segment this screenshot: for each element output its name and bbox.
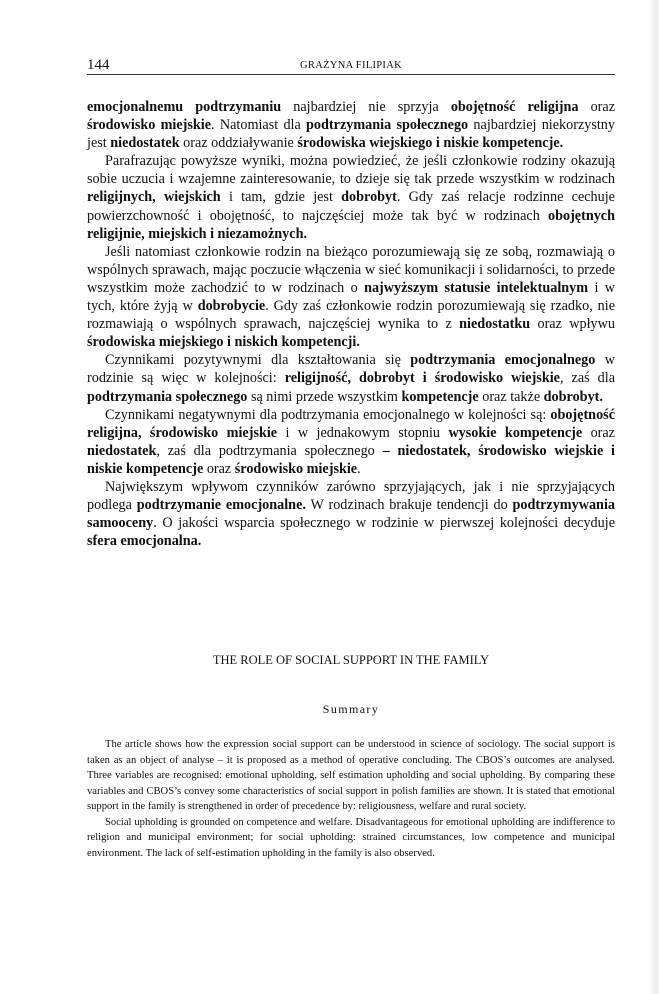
- bold-phrase: podtrzymania społecznego: [87, 388, 248, 405]
- text-run: oraz oddziaływanie: [179, 135, 298, 152]
- text-run: , zaś dla podtrzymania społecznego: [156, 442, 383, 459]
- text-run: , zaś dla: [559, 370, 615, 387]
- bold-phrase: obojętność religijna: [450, 99, 579, 115]
- body-paragraph: [87, 243, 615, 352]
- text-run: w rodzinie są więc w kolejności:: [87, 352, 615, 387]
- bold-phrase: dobrobyt.: [543, 388, 603, 405]
- body-paragraph: [87, 98, 615, 152]
- bold-phrase: środowisko miejskie: [87, 117, 212, 134]
- text-run: . Gdy zaś relacje rodzinne cechuje powierzchowność i obojętność, to najczęściej może tak być w rodzinach: [87, 189, 615, 224]
- body-paragraph: [87, 478, 615, 550]
- bold-phrase: dobrobyt: [341, 189, 397, 206]
- text-run: . Gdy zaś członkowie rodzin porozumiewają się rzadko, nie rozmawiają o wspólnych sprawach, najczęściej wynika to z: [87, 298, 616, 333]
- text-run: oraz wpływu: [530, 316, 615, 333]
- bold-phrase: niedostatku: [459, 316, 531, 333]
- bold-phrase: religijnych, wiejskich: [87, 189, 221, 206]
- text-run: . O jakości wsparcia społecznego w rodzinie w pierwszej kolejności decyduje: [153, 515, 615, 532]
- bold-phrase: środowiska wiejskiego i niskie kompetencje.: [297, 135, 564, 152]
- summary-title: THE ROLE OF SOCIAL SUPPORT IN THE FAMILY: [212, 653, 490, 667]
- text-run: Czynnikami negatywnymi dla podtrzymania emocjonalnego w kolejności są:: [105, 406, 551, 423]
- text-run: Największym wpływom czynników zarówno sprzyjających, jak i nie sprzyjających podlega: [87, 478, 615, 514]
- bold-phrase: obojętność religijna, środowisko miejskie: [87, 406, 615, 441]
- bold-phrase: podtrzymanie emocjonalne.: [136, 497, 306, 514]
- bold-phrase: środowiska miejskiego i niskich kompetencji.: [87, 334, 360, 351]
- text-run: Jeśli natomiast członkowie rodzin na bieżąco porozumiewają się ze sobą, rozmawiają o wspólnych sprawach, mając poczucie włączenia w sieć komunikacji i solidarności, to przede wszystkim może zachodzić to w rodzinach o: [87, 243, 615, 296]
- bold-phrase: środowisko miejskie: [234, 460, 358, 477]
- text-run: .: [357, 460, 361, 477]
- bold-phrase: niedostatek: [87, 442, 157, 459]
- text-run: najbardziej nie sprzyja: [281, 99, 451, 115]
- bold-phrase: kompetencje: [401, 388, 479, 405]
- body-text: [87, 98, 615, 550]
- bold-phrase: niedostatek: [110, 135, 180, 152]
- text-run: oraz: [582, 424, 615, 441]
- bold-phrase: dobrobycie: [197, 298, 266, 315]
- bold-phrase: podtrzymania emocjonalnego: [410, 352, 596, 369]
- bold-phrase: podtrzymania społecznego: [306, 117, 469, 134]
- text-run: są nimi przede wszystkim: [247, 388, 402, 405]
- text-run: W rodzinach brakuje tendencji do: [305, 497, 513, 514]
- text-run: i w jednakowym stopniu: [277, 424, 449, 441]
- text-run: i tam, gdzie jest: [220, 189, 342, 206]
- text-run: i w tych, które żyją w: [87, 279, 616, 315]
- running-head-author: GRAŻYNA FILIPIAK: [300, 60, 402, 71]
- text-run: Parafrazując powyższe wyniki, można powiedzieć, że jeśli członkowie rodziny okazują sobie uczucia i wzajemne zainteresowanie, to dzieje się tak przede wszystkim w rodzinach: [87, 153, 615, 188]
- page-number: 144: [87, 57, 110, 73]
- bold-phrase: religijność, dobrobyt i środowisko wiejskie: [284, 370, 560, 387]
- text-run: oraz: [203, 460, 235, 477]
- body-paragraph: [87, 351, 615, 405]
- text-run: Czynnikami pozytywnymi dla kształtowania się: [105, 352, 411, 369]
- text-run: . Natomiast dla: [211, 117, 307, 134]
- summary-paragraph: The article shows how the expression social support can be understood in science of sociology. The social support is taken as an object of analyse – it is proposed as a method of operative concluding. The CBOS’s outcomes are analysed. Three variables are recognised: emotional upholding, self estimation upholding and social upholding. By comparing these variables and CBOS’s convey some characteristics of social support in polish families are shown. It is stated that emotional support in the family is strengthened in order of precedence by: religiousness, welfare and rural society.: [87, 739, 615, 812]
- bold-phrase: sfera emocjonalna.: [87, 533, 202, 550]
- page-edge-shadow: [649, 0, 659, 994]
- bold-phrase: – niedostatek, środowisko wiejskie i niskie kompetencje: [87, 442, 616, 477]
- summary-label: Summary: [322, 702, 380, 716]
- text-run: najbardziej niekorzystny jest: [87, 117, 615, 152]
- bold-phrase: wysokie kompetencje: [448, 424, 583, 441]
- bold-phrase: obojętnych religijnie, miejskich i niezamożnych.: [87, 207, 615, 242]
- bold-phrase: podtrzymywania samooceny: [87, 497, 615, 532]
- summary-text: [87, 737, 615, 861]
- body-paragraph: [87, 152, 615, 242]
- bold-phrase: emocjonalnemu podtrzymaniu: [87, 99, 282, 115]
- text-run: oraz: [578, 99, 615, 115]
- page-header: [87, 56, 615, 75]
- summary-paragraph: Social upholding is grounded on competence and welfare. Disadvantageous for emotional upholding are indifference to religion and municipal environment; for social upholding: strained circumstances, low competence and municipal environment. The lack of self-estimation upholding in the family is also observed.: [87, 816, 615, 859]
- body-paragraph: [87, 406, 615, 478]
- bold-phrase: najwyższym statusie intelektualnym: [364, 279, 589, 296]
- text-run: oraz także: [478, 388, 544, 405]
